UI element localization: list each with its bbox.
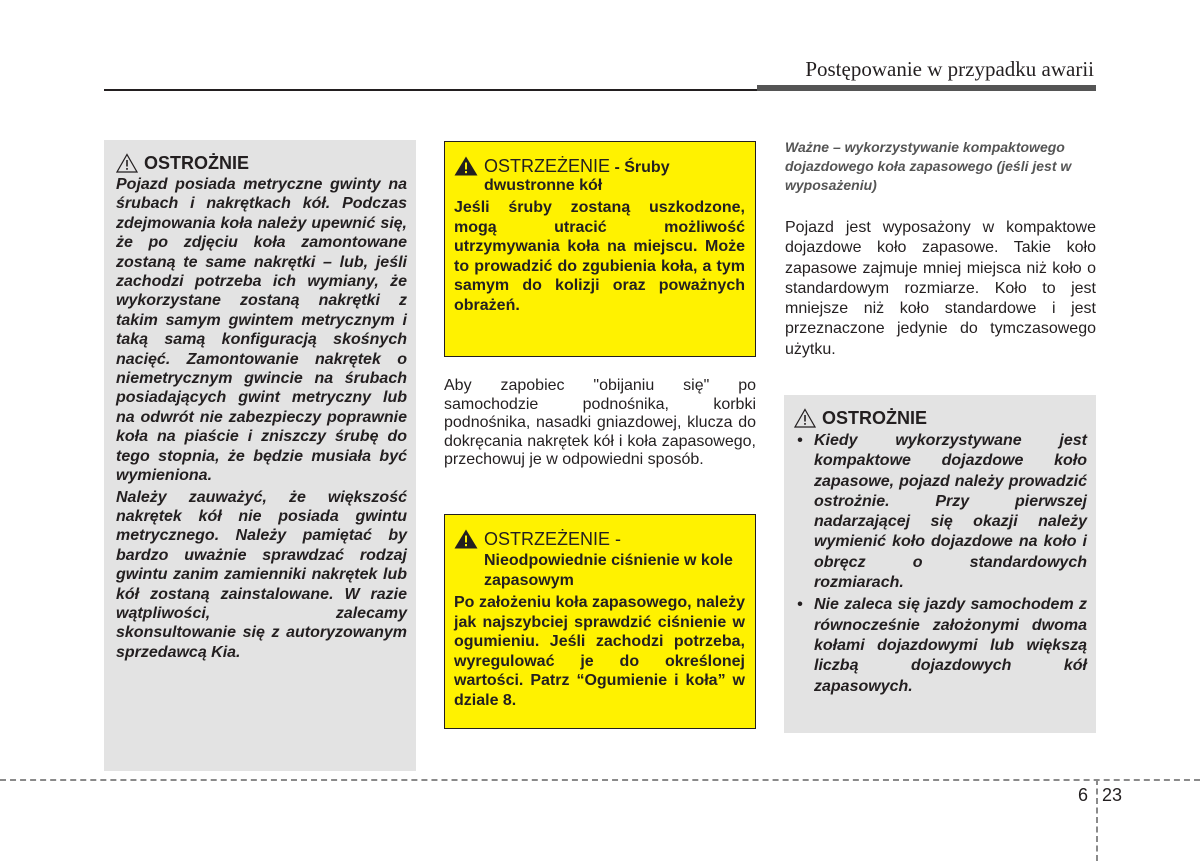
bullet-icon: •	[797, 596, 803, 614]
footer-divider	[1096, 779, 1098, 861]
page-header-title: Postępowanie w przypadku awarii	[805, 57, 1094, 81]
warning-triangle-icon	[454, 156, 478, 176]
header-rule	[104, 89, 759, 91]
bullet-icon: •	[797, 432, 803, 449]
warning-body: Jeśli śruby zostaną uszkodzone, mogą utracić możliwość utrzymywania koła na miejscu. Może to prowadzić do zgubienia koła, a tym samym do kolizji oraz poważnych obrażeń.	[454, 199, 745, 314]
compact-spare-subheading: Ważne – wykorzystywanie kompaktowego dojazdowego koła zapasowego (jeśli jest w wyposażeniu)	[785, 139, 1072, 193]
footer-rule	[0, 779, 1200, 781]
warning-heading	[454, 529, 745, 591]
caution-bullet-list	[794, 431, 1087, 697]
caution-box-metric-threads	[104, 140, 416, 771]
bullet-text: Nie zaleca się jazdy samochodem z równocześnie założonymi dwoma kołami dojazdowymi lub większą liczbą dojazdowych kół zapasowych.	[814, 596, 1087, 695]
warning-title: OSTRZEŻENIE	[484, 156, 611, 176]
caution-heading	[116, 153, 407, 173]
list-item	[794, 595, 1087, 696]
caution-triangle-icon	[116, 153, 138, 173]
caution-triangle-icon	[794, 408, 816, 428]
caution-box-compact-spare	[784, 395, 1096, 733]
header-rule-accent	[757, 85, 1096, 91]
list-item	[794, 431, 1087, 593]
warning-triangle-icon	[454, 529, 478, 549]
warning-subtitle: Nieodpowiednie ciśnienie w kole zapasowym	[484, 552, 733, 589]
warning-box-spare-pressure	[444, 514, 756, 729]
warning-title: OSTRZEŻENIE -	[484, 529, 622, 549]
caution-title: OSTROŻNIE	[822, 408, 928, 428]
caution-title: OSTROŻNIE	[144, 153, 250, 173]
compact-spare-paragraph: Pojazd jest wyposażony w kompaktowe dojazdowe koło zapasowe. Takie koło zapasowe zajmuje mniej miejsca niż koło o standardowym rozmiarze. Koło to jest mniejsze niż koło standardowe i jest przeznaczone jedynie do tymczasowego użytku.	[785, 219, 1096, 358]
caution-paragraph: Pojazd posiada metryczne gwinty na śrubach i nakrętkach kół. Podczas zdejmowania koła należy upewnić się, że po zdjęciu koła zamontowane zostaną te same nakrętki – lub, jeśli zachodzi potrzeba ich wymiany, że wykorzystane zostaną nakrętki z takim samym gwintem metrycznym i taką samą konfiguracją skośnych nacięć. Zamontowanie nakrętek o niemetrycznym gwincie na śrubach posiadających gwint metryczny lub na odwrót nie zabezpieczy poprawnie koła na piaście i zniszczy śrubę do tego stopnia, że będzie musiała być wymieniona.	[116, 176, 407, 485]
chapter-number: 6	[1077, 785, 1088, 805]
warning-box-wheel-studs	[444, 141, 756, 357]
caution-heading	[794, 408, 1087, 428]
warning-body: Po założeniu koła zapasowego, należy jak najszybciej sprawdzić ciśnienie w ogumieniu. Jeśli zachodzi potrzeba, wyregulować je do określonej wartości. Patrz “Ogumienie i koła” w dziale 8.	[454, 594, 745, 709]
bullet-text: Kiedy wykorzystywane jest kompaktowe dojazdowe koło zapasowe, pojazd należy prowadzić ostrożnie. Przy pierwszej nadarzającej się okazji należy wymienić koło dojazdowe na koło i obręcz o standardowych rozmiarach.	[814, 432, 1087, 592]
warning-subtitle: - Śruby dwustronne kół	[484, 159, 670, 194]
warning-heading	[454, 156, 745, 195]
caution-paragraph: Należy zauważyć, że większość nakrętek kół nie posiada gwintu metrycznego. Należy pamiętać by bardzo uważnie sprawdzać rodzaj gwintu zanim zamienniki nakrętek lub kół zostaną zainstalowane. W razie wątpliwości, zalecamy skonsultowanie się z autoryzowanym sprzedawcą Kia.	[116, 488, 407, 661]
storage-paragraph: Aby zapobiec "obijaniu się" po samochodzie podnośnika, korbki podnośnika, nasadki gniazdowej, klucza do dokręcania nakrętek kół i koła zapasowego, przechowuj je w odpowiedni sposób.	[444, 377, 756, 468]
page-number: 23	[1102, 785, 1123, 805]
